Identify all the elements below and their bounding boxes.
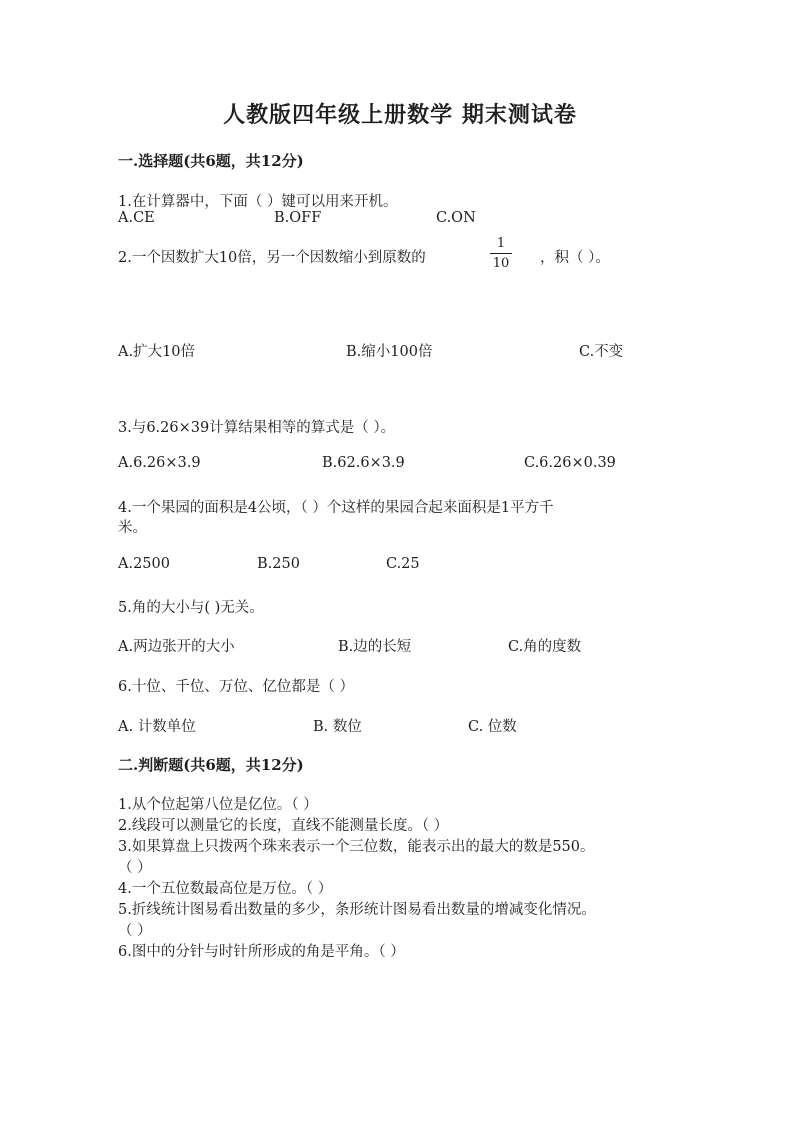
option-c: C.ON: [436, 210, 476, 226]
question-stem: 4.一个果园的面积是4公顷，（ ）个这样的果园合起来面积是1平方千: [118, 500, 554, 516]
option-a: A.扩大10倍: [118, 344, 196, 360]
option-c: C.6.26×0.39: [524, 455, 616, 471]
fraction-one-tenth: [489, 236, 513, 271]
judgement-item: 6.图中的分针与时针所形成的角是平角。（ ）: [118, 944, 405, 960]
section-heading-choice: 一.选择题(共6题，共12分): [118, 152, 304, 170]
question-stem: 3.与6.26×39计算结果相等的算式是（ ）。: [118, 420, 396, 436]
question-stem: 6.十位、千位、万位、亿位都是（ ）: [118, 679, 354, 695]
option-a: A.两边张开的大小: [118, 639, 235, 655]
option-b: B. 数位: [313, 719, 362, 735]
judgement-item: 1.从个位起第八位是亿位。（ ）: [118, 797, 318, 813]
question-stem-end: ，积（ ）。: [540, 250, 610, 266]
option-a: A.2500: [118, 556, 170, 572]
judgement-item: 4.一个五位数最高位是万位。（ ）: [118, 881, 333, 897]
option-a: A.6.26×3.9: [118, 455, 201, 471]
option-a: A.CE: [118, 210, 155, 226]
question-stem-line2: 米。: [118, 520, 147, 536]
page-title: 人教版四年级上册数学 期末测试卷: [223, 102, 577, 128]
option-c: C.角的度数: [508, 639, 582, 655]
question-stem: 1.在计算器中，下面（ ）键可以用来开机。: [118, 194, 398, 210]
question-stem: 2.一个因数扩大10倍，另一个因数缩小到原数的: [118, 250, 426, 266]
fraction-numerator: 1: [496, 236, 506, 251]
question-stem: 5.角的大小与( )无关。: [118, 600, 264, 616]
option-b: B.边的长短: [338, 639, 412, 655]
option-c: C.25: [386, 556, 420, 572]
section-heading-judgement: 二.判断题(共6题，共12分): [118, 756, 304, 774]
option-b: B.OFF: [274, 210, 322, 226]
judgement-item: 3.如果算盘上只拨两个珠来表示一个三位数，能表示出的最大的数是550。: [118, 839, 595, 855]
option-b: B.250: [257, 556, 300, 572]
option-a: A. 计数单位: [118, 719, 196, 735]
judgement-item: 2.线段可以测量它的长度，直线不能测量长度。（ ）: [118, 818, 449, 834]
option-b: B.缩小100倍: [346, 344, 433, 360]
option-b: B.62.6×3.9: [322, 455, 405, 471]
option-c: C. 位数: [468, 719, 517, 735]
judgement-item-line2: （ ）: [118, 860, 152, 876]
fraction-denominator: 10: [492, 256, 510, 271]
option-c: C.不变: [579, 344, 624, 360]
fraction-bar: [490, 253, 512, 254]
judgement-item: 5.折线统计图易看出数量的多少，条形统计图易看出数量的增减变化情况。: [118, 902, 596, 918]
judgement-item-line2: （ ）: [118, 923, 152, 939]
